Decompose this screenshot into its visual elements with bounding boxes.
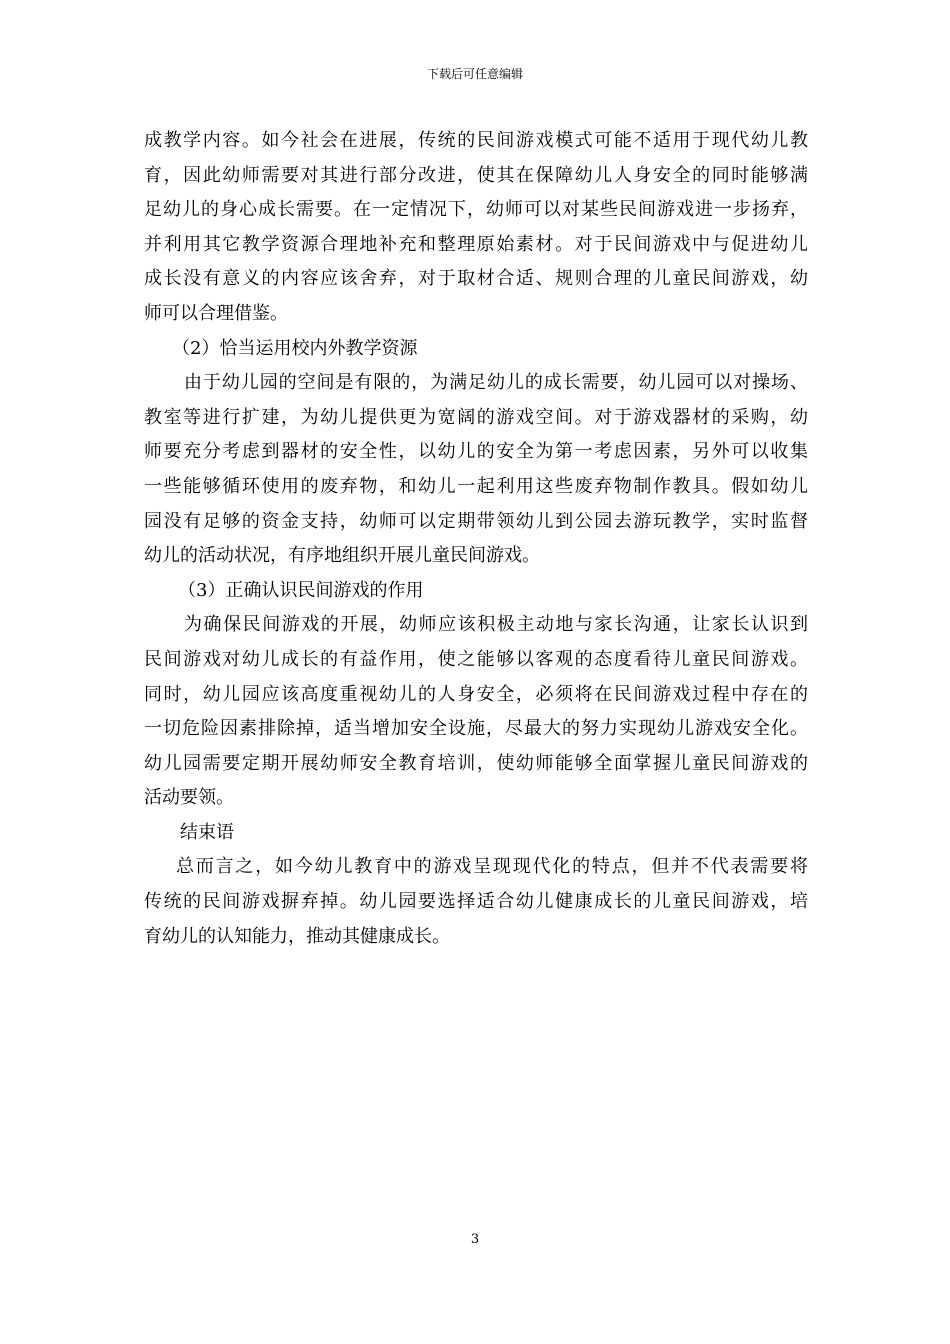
text-line: 幼儿的活动状况，有序地组织开展儿童民间游戏。 — [144, 545, 540, 567]
text-line: 一些能够循环使用的废弃物，和幼儿一起利用这些废弃物制作教具。假如幼儿 — [144, 475, 808, 497]
text-line: 园没有足够的资金支持，幼师可以定期带领幼儿到公园去游玩教学，实时监督 — [144, 510, 808, 532]
text-line: 师可以合理借鉴。 — [144, 302, 288, 324]
text-line: 为确保民间游戏的开展，幼师应该积极主动地与家长沟通，让家长认识到 — [184, 614, 808, 636]
page-number: 3 — [470, 1232, 480, 1247]
text-line: 一切危险因素排除掉，适当增加安全设施，尽最大的努力实现幼儿游戏安全化。 — [144, 718, 808, 740]
document-body — [144, 124, 808, 954]
text-line: 育，因此幼师需要对其进行部分改进，使其在保障幼儿人身安全的同时能够满 — [144, 164, 808, 186]
text-line: 由于幼儿园的空间是有限的，为满足幼儿的成长需要，幼儿园可以对操场、 — [184, 372, 808, 394]
text-line: 师要充分考虑到器材的安全性，以幼儿的安全为第一考虑因素，另外可以收集 — [144, 441, 808, 463]
text-line: 民间游戏对幼儿成长的有益作用，使之能够以客观的态度看待儿童民间游戏。 — [144, 648, 808, 670]
text-line: 活动要领。 — [144, 787, 234, 809]
text-line: 成教学内容。如今社会在进展，传统的民间游戏模式可能不适用于现代幼儿教 — [144, 130, 808, 151]
text-line: 同时，幼儿园应该高度重视幼儿的人身安全，必须将在民间游戏过程中存在的 — [144, 683, 808, 705]
text-line: 结束语 — [180, 821, 234, 843]
text-line: 育幼儿的认知能力，推动其健康成长。 — [144, 925, 450, 947]
text-line: 成长没有意义的内容应该舍弃，对于取材合适、规则合理的儿童民间游戏，幼 — [144, 268, 808, 290]
text-line: （3）正确认识民间游戏的作用 — [178, 579, 424, 601]
text-line: 传统的民间游戏摒弃掉。幼儿园要选择适合幼儿健康成长的儿童民间游戏，培 — [144, 891, 808, 913]
text-line: 足幼儿的身心成长需要。在一定情况下，幼师可以对某些民间游戏进一步扬弃， — [144, 199, 808, 221]
text-line: 并利用其它教学资源合理地补充和整理原始素材。对于民间游戏中与促进幼儿 — [144, 233, 808, 255]
text-line: 教室等进行扩建，为幼儿提供更为宽阔的游戏空间。对于游戏器材的采购，幼 — [144, 406, 808, 428]
text-line: 总而言之，如今幼儿教育中的游戏呈现现代化的特点，但并不代表需要将 — [176, 856, 808, 878]
text-line: （2）恰当运用校内外教学资源 — [172, 337, 418, 359]
page-header: 下载后可任意编辑 — [426, 67, 523, 81]
text-line: 幼儿园需要定期开展幼师安全教育培训，使幼师能够全面掌握儿童民间游戏的 — [144, 752, 808, 774]
